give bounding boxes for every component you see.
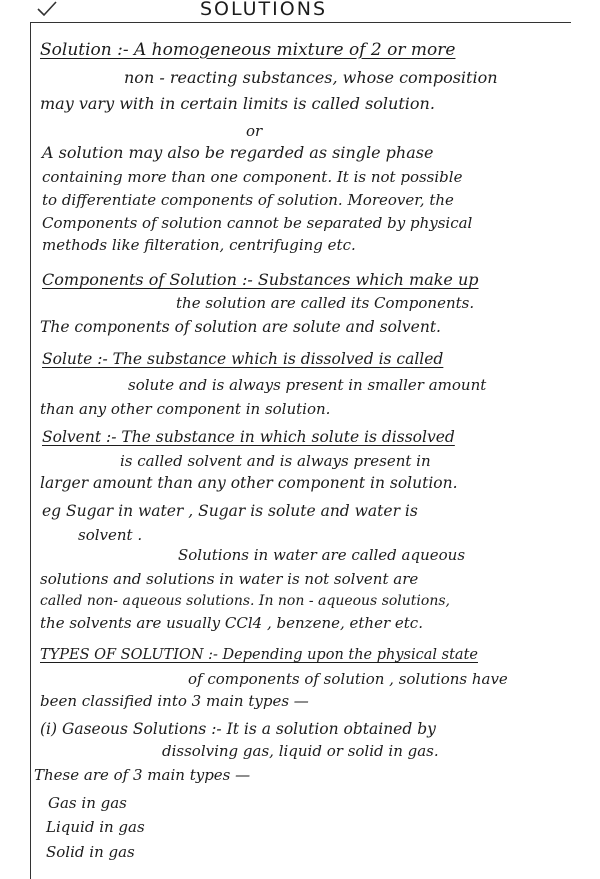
page-title: SOLUTIONS [200, 0, 327, 20]
note-line: the solvents are usually CCl4 , benzene, ether etc. [40, 614, 423, 632]
note-line: dissolving gas, liquid or solid in gas. [162, 742, 439, 760]
note-line: solvent . [78, 526, 143, 544]
note-line: of components of solution , solutions have [188, 670, 508, 688]
heading-solution: Solution :- A homogeneous mixture of 2 or more [40, 40, 456, 60]
heading-types-of-solution: TYPES OF SOLUTION :- Depending upon the physical state [40, 647, 478, 663]
heading-gaseous-solutions: (i) Gaseous Solutions :- It is a solution obtained by [40, 720, 436, 738]
note-line: called non- aqueous solutions. In non - aqueous solutions, [40, 593, 450, 609]
note-line: been classified into 3 main types — [40, 692, 309, 710]
note-line: solutions and solutions in water is not solvent are [40, 570, 419, 588]
note-line: than any other component in solution. [40, 400, 331, 418]
note-line: may vary with in certain limits is called solution. [40, 94, 435, 113]
note-line: A solution may also be regarded as single phase [42, 143, 434, 162]
list-item: Liquid in gas [46, 818, 145, 836]
example-line: eg Sugar in water , Sugar is solute and water is [42, 502, 418, 520]
check-mark-icon [36, 0, 58, 18]
note-line: solute and is always present in smaller amount [128, 376, 487, 394]
note-line: or [246, 122, 263, 140]
note-line: Components of solution cannot be separated by physical [42, 214, 473, 232]
note-line: The components of solution are solute and solvent. [40, 318, 441, 336]
note-line: the solution are called its Components. [176, 294, 475, 312]
heading-solute: Solute :- The substance which is dissolved is called [42, 350, 444, 368]
note-line: is called solvent and is always present in [120, 452, 431, 470]
heading-solvent: Solvent :- The substance in which solute is dissolved [42, 428, 455, 446]
note-line: These are of 3 main types — [34, 766, 251, 784]
note-line: Solutions in water are called aqueous [178, 546, 466, 564]
heading-components: Components of Solution :- Substances which make up [42, 270, 479, 289]
note-line: non - reacting substances, whose composition [124, 68, 498, 87]
list-item: Solid in gas [46, 843, 135, 861]
list-item: Gas in gas [48, 794, 127, 812]
note-line: to differentiate components of solution. Moreover, the [42, 191, 454, 209]
note-line: larger amount than any other component in solution. [40, 474, 458, 492]
note-line: containing more than one component. It is not possible [42, 168, 463, 186]
note-line: methods like filteration, centrifuging etc. [42, 236, 356, 254]
